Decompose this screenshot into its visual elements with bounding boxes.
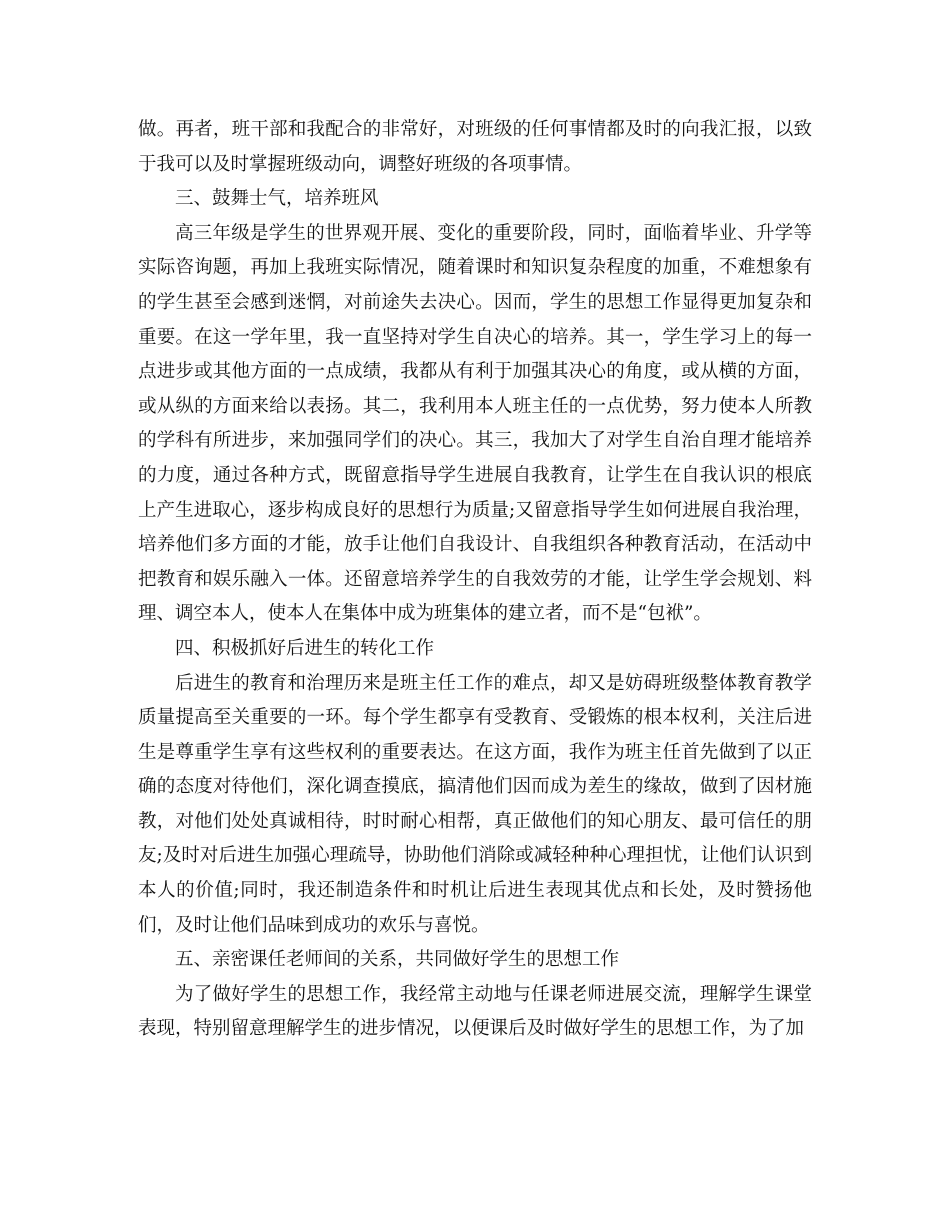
paragraph-teachers: 为了做好学生的思想工作，我经常主动地与任课老师进展交流，理解学生课堂表现，特别留意理解学生的进步情况，以便课后及时做好学生的思想工作，为了加 [138, 983, 812, 1040]
paragraph-continuation: 做。再者，班干部和我配合的非常好，对班级的任何事情都及时的向我汇报，以致于我可以及时掌握班级动向，调整好班级的各项事情。 [138, 119, 812, 175]
document-page [138, 113, 812, 1047]
paragraph-morale: 高三年级是学生的世界观开展、变化的重要阶段，同时，面临着毕业、升学等实际咨询题，再加上我班实际情况，随着课时和知识复杂程度的加重，不难想象有的学生甚至会感到迷惘，对前途失去决心。因而，学生的思想工作显得更加复杂和重要。在这一学年里，我一直坚持对学生自决心的培养。其一，学生学习上的每一点进步或其他方面的一点成绩，我都从有利于加强其决心的角度，或从横的方面，或从纵的方面来给以表扬。其二，我利用本人班主任的一点优势，努力使本人所教的学科有所进步，来加强同学们的决心。其三，我加大了对学生自治自理才能培养的力度，通过各种方式，既留意指导学生进展自我教育，让学生在自我认识的根底上产生进取心，逐步构成良好的思想行为质量;又留意指导学生如何进展自我治理，培养他们多方面的才能，放手让他们自我设计、自我组织各种教育活动，在活动中把教育和娱乐融入一体。还留意培养学生的自我效劳的才能，让学生学会规划、料理、调空本人，使本人在集体中成为班集体的建立者，而不是“包袱”。 [138, 222, 812, 625]
section-heading-5: 五、亲密课任老师间的关系，共同做好学生的思想工作 [175, 949, 620, 971]
section-heading-4: 四、积极抓好后进生的转化工作 [175, 637, 435, 659]
section-heading-3: 三、鼓舞士气，培养班风 [175, 188, 379, 210]
paragraph-underachievers: 后进生的教育和治理历来是班主任工作的难点，却又是妨碍班级整体教育教学质量提高至关重要的一环。每个学生都享有受教育、受锻炼的根本权利，关注后进生是尊重学生享有这些权利的重要表达。在这方面，我作为班主任首先做到了以正确的态度对待他们，深化调查摸底，搞清他们因而成为差生的缘故，做到了因材施教，对他们处处真诚相待，时时耐心相帮，真正做他们的知心朋友、最可信任的朋友;及时对后进生加强心理疏导，协助他们消除或减轻种种心理担忧，让他们认识到本人的价值;同时，我还制造条件和时机让后进生表现其优点和长处，及时赞扬他们，及时让他们品味到成功的欢乐与喜悦。 [138, 672, 812, 936]
